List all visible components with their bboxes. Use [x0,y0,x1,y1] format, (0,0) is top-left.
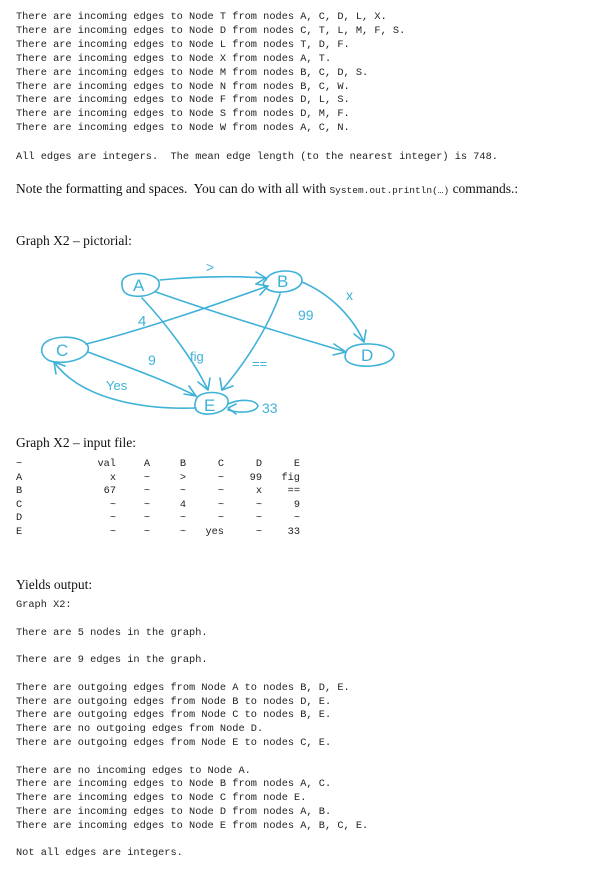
table-cell: ~ [217,472,224,484]
table-cell: 67 [103,485,116,498]
edge-label-ce: 9 [148,352,156,368]
output-line: There are incoming edges to Node D from nodes A, B. [16,806,332,818]
note-code: System.out.println(…) [329,185,450,196]
incoming-edge-line: There are incoming edges to Node D from nodes C, T, L, M, F, S. [16,24,406,37]
output-line: There are outgoing edges from Node A to nodes B, D, E. [16,681,350,694]
edge-label-bd: x [346,287,353,303]
note-suffix: commands.: [449,181,519,196]
edge-c-e [88,352,196,396]
table-cell: 4 [179,498,186,511]
incoming-edge-line: There are incoming edges to Node X from nodes A, T. [16,52,332,65]
output-line: There are outgoing edges from Node C to nodes B, E. [16,709,332,722]
table-cell: ~ [255,512,262,525]
table-header-cell: D [255,458,262,470]
incoming-edge-line: There are incoming edges to Node L from nodes T, D, F. [16,38,350,51]
incoming-edge-line: There are incoming edges to Node T from nodes A, C, D, L, X. [16,11,387,23]
incoming-edge-line: There are incoming edges to Node N from nodes B, C, W. [16,80,350,93]
incoming-edge-line: There are incoming edges to Node W from nodes A, C, N. [16,122,350,135]
input-file-heading: Graph X2 – input file: [16,435,136,450]
edge-label-ab: > [206,259,215,275]
table-cell: ~ [109,498,116,511]
edge-label-ec: Yes [106,378,128,393]
edge-label-ae: fig [190,349,204,364]
table-cell: ~ [109,512,116,525]
output-line: There are 9 edges in the graph. [16,654,208,667]
output-line: There are 5 nodes in the graph. [16,626,208,639]
table-cell: ~ [217,498,224,511]
pictorial-heading: Graph X2 – pictorial: [16,233,132,248]
edge-label-be: == [252,356,268,371]
output-line: There are incoming edges to Node B from nodes A, C. [16,778,332,791]
table-cell: ~ [109,525,116,538]
table-cell: 33 [287,525,300,538]
table-cell: == [287,485,300,498]
table-cell: ~ [179,512,186,525]
table-cell: ~ [143,498,150,511]
table-cell: ~ [217,512,224,525]
output-line: There are incoming edges to Node C from node E. [16,792,307,805]
table-header-cell: B [179,458,186,470]
output-line: Graph X2: [16,599,72,611]
table-cell: yes [205,525,224,538]
table-cell: B [16,485,23,498]
edge-a-d [156,292,346,352]
table-cell: > [179,472,186,484]
node-d-label: D [361,346,374,365]
edge-a-b [160,277,266,280]
output-line: There are incoming edges to Node E from nodes A, B, C, E. [16,819,369,832]
edge-c-b [86,286,268,344]
incoming-edge-line: There are incoming edges to Node F from nodes D, L, S. [16,94,350,107]
table-cell: ~ [293,512,300,525]
table-cell: 99 [249,472,262,484]
table-header-cell: val [97,458,116,470]
table-cell: ~ [255,498,262,511]
output-line: There are no incoming edges to Node A. [16,764,251,777]
table-cell: C [16,498,23,511]
table-header-cell: ~ [16,458,23,470]
table-cell: ~ [143,512,150,525]
table-cell: 9 [293,498,300,511]
node-b-label: B [277,272,289,291]
note-line [16,183,518,197]
node-c-label: C [56,341,69,360]
table-cell: fig [281,472,300,484]
output-line: There are no outgoing edges from Node D. [16,723,264,736]
edge-label-ad: 99 [298,307,314,323]
graph-diagram [30,258,410,428]
output-line: Not all edges are integers. [16,847,183,860]
table-header-cell: E [293,458,300,470]
output-line: There are outgoing edges from Node B to nodes D, E. [16,695,332,708]
table-cell: ~ [179,485,186,498]
note-prefix: Note the formatting and spaces. You can do with all with [16,181,330,196]
edge-label-ee: 33 [262,400,278,416]
edge-label-cb: 4 [138,313,147,330]
output-line: There are outgoing edges from Node E to nodes C, E. [16,737,332,749]
node-e-label: E [204,396,216,415]
table-header-cell: C [217,458,224,470]
node-a-label: A [133,276,145,295]
table-cell: D [16,512,23,525]
table-cell: ~ [179,525,186,538]
table-cell: A [16,472,23,484]
table-cell: ~ [143,472,150,484]
table-cell: ~ [143,525,150,538]
table-cell: x [109,472,116,484]
table-cell: ~ [217,485,224,498]
incoming-edge-line: There are incoming edges to Node M from nodes B, C, D, S. [16,66,369,79]
table-cell: x [255,485,262,498]
table-header-cell: A [143,458,150,470]
table-cell: E [16,525,23,538]
incoming-edge-line: There are incoming edges to Node S from nodes D, M, F. [16,108,350,121]
mean-edge-line: All edges are integers. The mean edge length (to the nearest integer) is 748. [16,151,498,163]
yields-heading: Yields output: [16,577,93,592]
table-cell: ~ [255,525,262,538]
table-cell: ~ [143,485,150,498]
edge-b-e [222,294,280,390]
